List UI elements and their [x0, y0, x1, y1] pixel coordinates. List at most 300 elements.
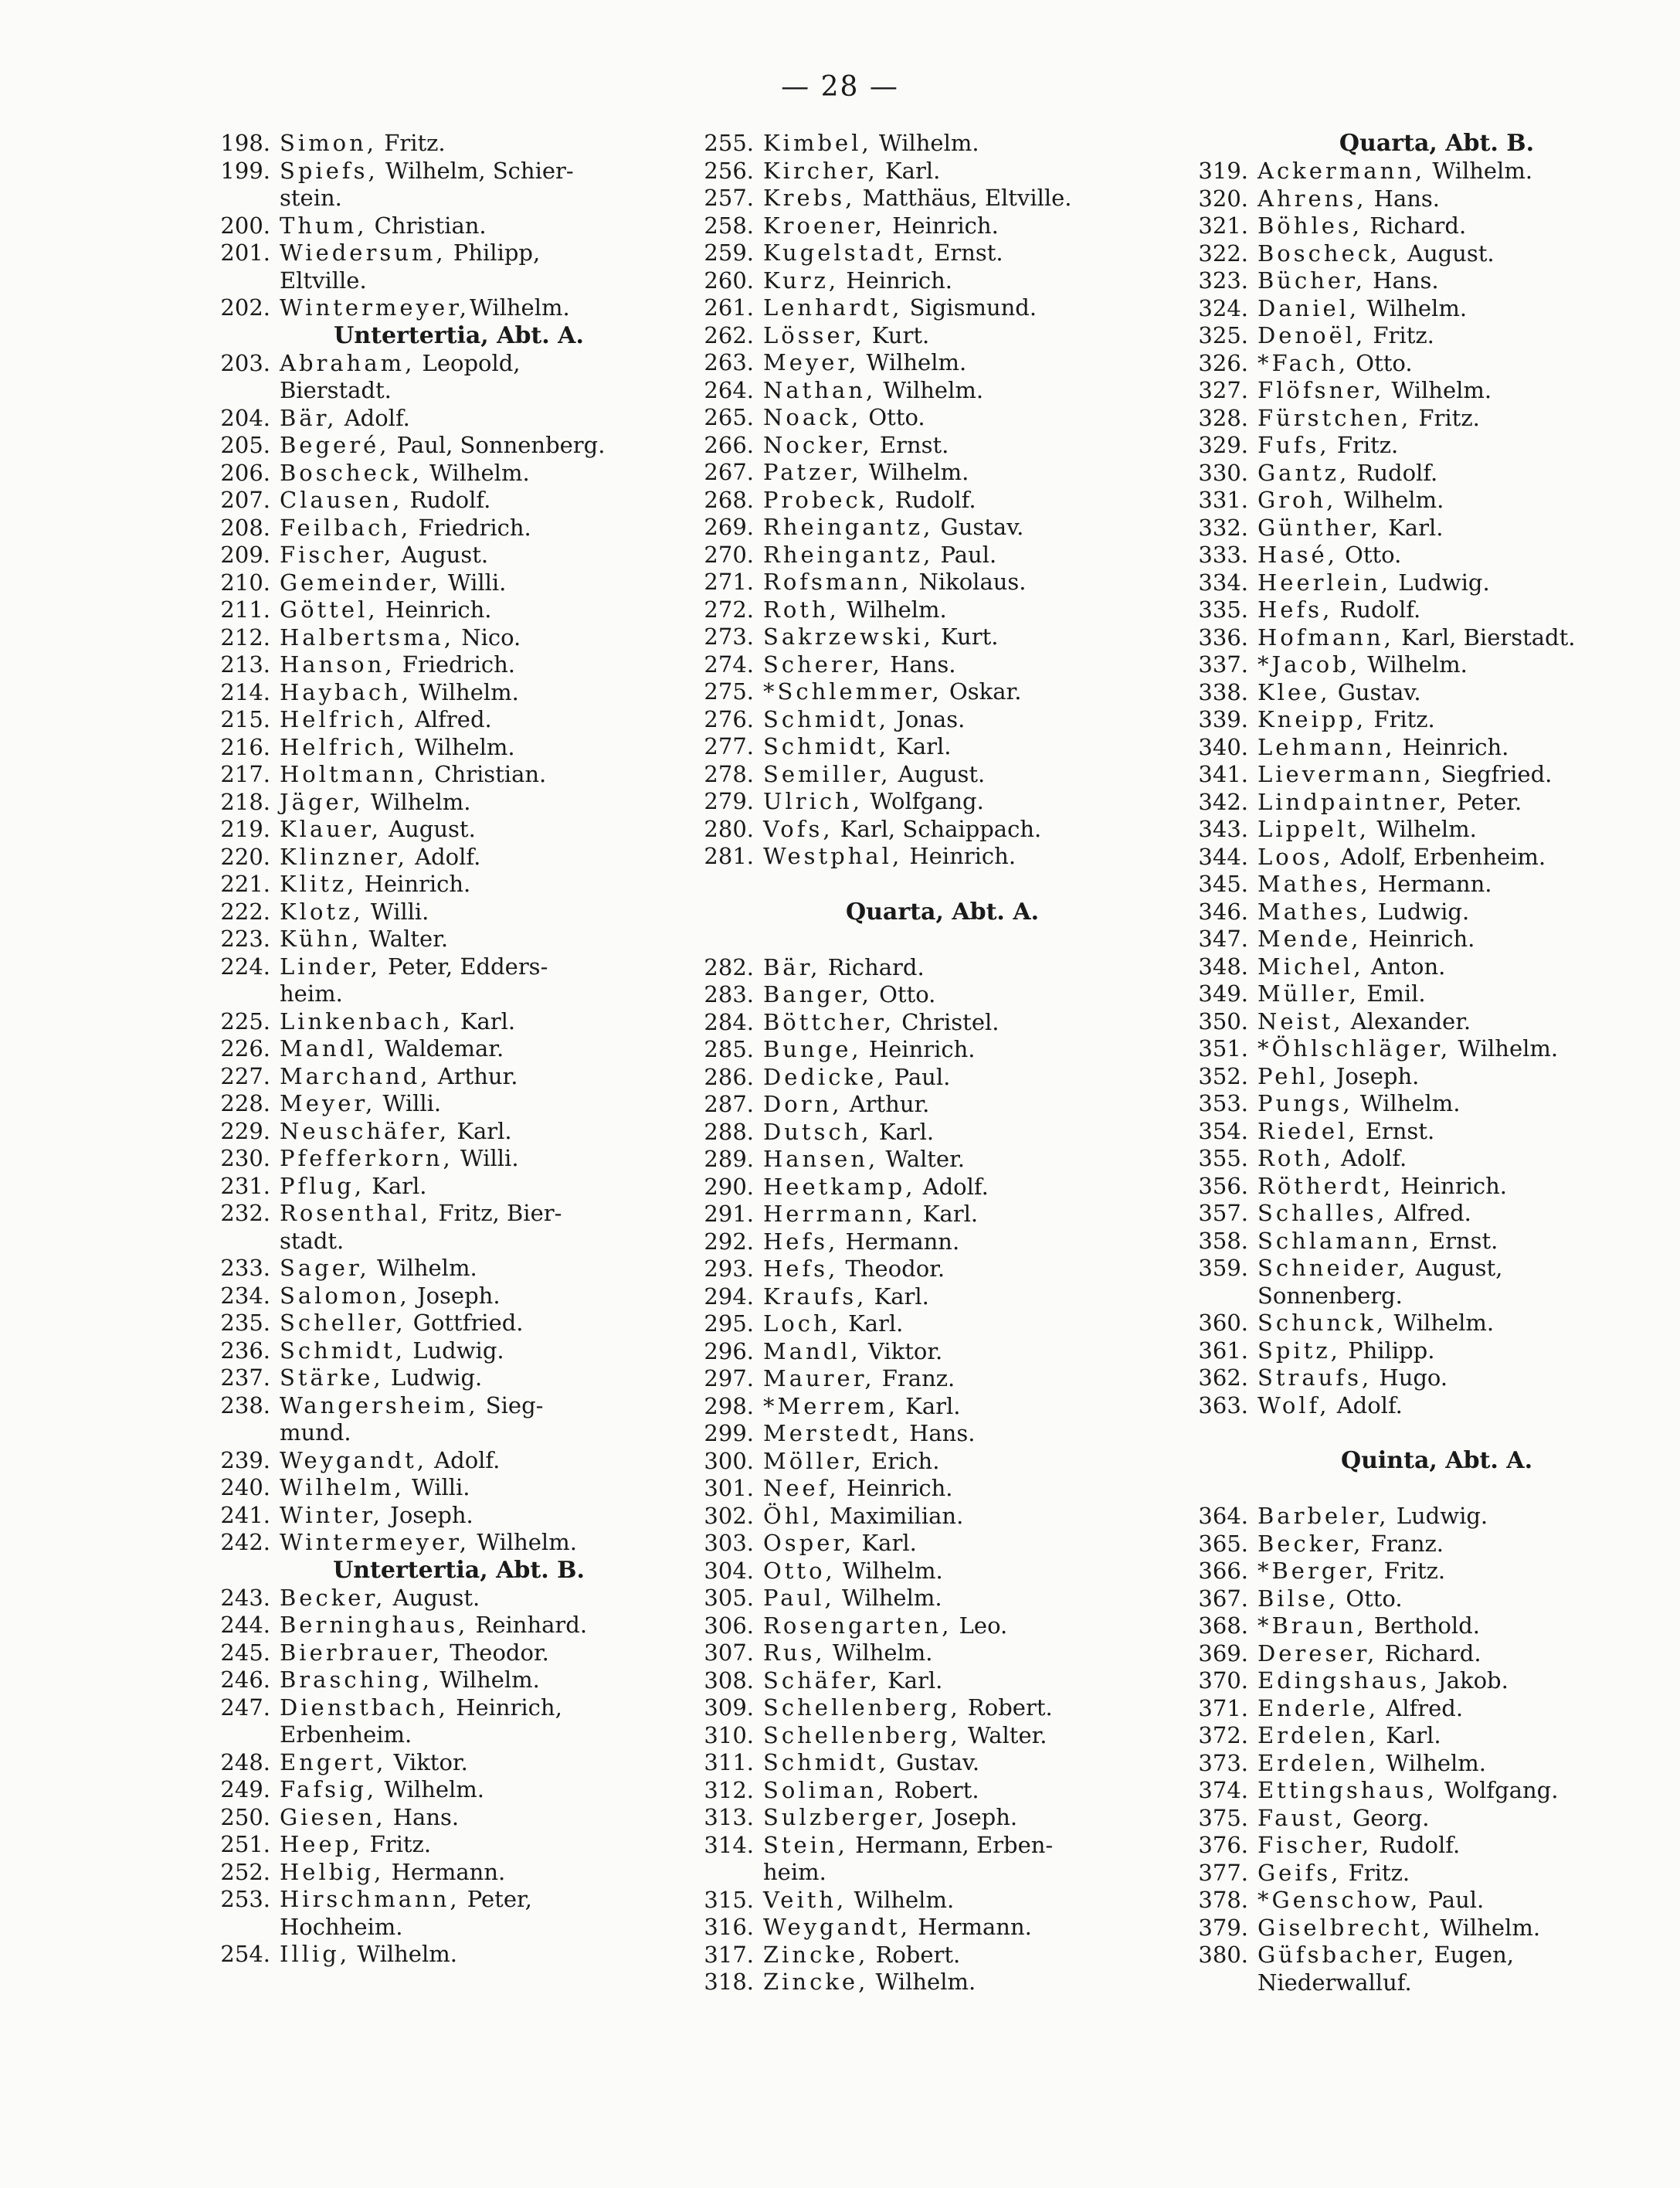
list-item: [212, 679, 706, 707]
list-item: [212, 515, 706, 542]
given-name: Friedrich.: [395, 651, 515, 678]
entry-number: 367.: [1198, 1585, 1248, 1612]
given-name: Wilhelm.: [839, 596, 947, 623]
entry-number: 335.: [1198, 596, 1248, 623]
given-name: Richard.: [1363, 212, 1467, 239]
entry-number: 215.: [220, 706, 270, 732]
entry-number: 342.: [1198, 788, 1248, 815]
given-name: Heinrich.: [839, 1475, 953, 1501]
surname: Becker,: [1257, 1530, 1364, 1557]
entry-text: [280, 926, 706, 953]
entry-number: 358.: [1198, 1227, 1248, 1254]
list-item: [212, 1831, 706, 1859]
entry-text: [763, 1091, 1190, 1119]
list-item: [695, 1503, 1190, 1531]
entry-number: 349.: [1198, 980, 1248, 1007]
entry-number: 277.: [704, 733, 754, 759]
entry-continuation: Sonnenberg.: [1257, 1282, 1403, 1309]
list-item: [1190, 432, 1680, 460]
given-name: Alfred.: [1379, 1694, 1464, 1721]
list-item: [695, 1942, 1190, 1969]
entry-text: [1257, 460, 1680, 488]
given-name: Alexander.: [1343, 1007, 1471, 1035]
surname: Wiedersum,: [280, 240, 446, 266]
entry-text: [763, 788, 1190, 816]
entry-text: [763, 404, 1190, 432]
entry-number: 248.: [220, 1748, 270, 1775]
entry-number: 359.: [1198, 1255, 1248, 1281]
entry-text: [1257, 1200, 1680, 1228]
entry-number: 331.: [1198, 487, 1248, 513]
given-name: Wilhelm.: [1386, 1310, 1495, 1336]
entry-number: 357.: [1198, 1200, 1248, 1226]
given-name: Willi.: [363, 898, 429, 925]
given-name: Heinrich.: [1393, 1172, 1507, 1199]
given-name: Wilhelm.: [470, 1529, 577, 1555]
given-name: Karl.: [453, 1007, 516, 1035]
surname: Rofsmann,: [763, 569, 912, 595]
surname: Fafsig,: [280, 1776, 378, 1802]
given-name: Wilhelm.: [834, 1585, 942, 1611]
section-heading: Quarta, Abt. B.: [1339, 130, 1535, 157]
list-item: [695, 130, 1190, 158]
given-name: Leopold,: [415, 349, 521, 376]
section-gap: [695, 871, 1190, 899]
entry-number: 280.: [704, 815, 754, 842]
given-name: Wilhelm.: [876, 376, 984, 403]
entry-text: [280, 158, 706, 185]
entry-number: 244.: [220, 1612, 270, 1638]
entry-number: 246.: [220, 1666, 270, 1693]
entry-number: 326.: [1198, 349, 1248, 376]
entry-text: [1257, 1942, 1680, 1969]
entry-text: [763, 1832, 1190, 1860]
entry-text: [763, 377, 1190, 405]
surname: Schmidt,: [763, 1749, 889, 1775]
list-item: [1190, 1612, 1680, 1640]
surname: Roth,: [1257, 1145, 1334, 1171]
surname: Schalles,: [1257, 1200, 1387, 1226]
entry-text: [1257, 158, 1680, 185]
list-item: [212, 542, 706, 569]
given-name: Wilhelm.: [363, 788, 471, 815]
surname: Kurz,: [763, 267, 840, 294]
surname: Illig,: [280, 1941, 351, 1967]
entry-text: [763, 1969, 1190, 1996]
list-item: [695, 954, 1190, 982]
entry-number: 310.: [704, 1721, 754, 1748]
list-item: [1190, 651, 1680, 679]
surname: Lievermann,: [1257, 761, 1434, 787]
list-item: [212, 1859, 706, 1887]
entry-text: [280, 569, 706, 597]
entry-text: [763, 1667, 1190, 1695]
given-name: Karl.: [840, 1310, 904, 1337]
entry-text: [280, 1255, 706, 1283]
list-item: [695, 1283, 1190, 1311]
entry-text: [280, 1200, 706, 1228]
surname: Clausen,: [280, 487, 403, 513]
list-item: [695, 1612, 1190, 1640]
entry-text: [1257, 1035, 1680, 1063]
list-item: [212, 953, 706, 981]
given-name: Rudolf.: [1349, 459, 1438, 486]
entry-number: 201.: [220, 240, 270, 266]
entry-number: 204.: [220, 404, 270, 431]
list-item: [695, 651, 1190, 679]
entry-text: [1257, 1832, 1680, 1860]
given-name: Rudolf.: [1332, 596, 1421, 623]
given-name: Heinrich.: [1395, 733, 1509, 760]
list-item: [1190, 1145, 1680, 1173]
surname: Bierbrauer,: [280, 1639, 443, 1666]
list-item: [695, 1174, 1190, 1201]
entry-text: [1257, 624, 1680, 652]
entry-text: [280, 1529, 706, 1557]
entry-continuation: stadt.: [280, 1227, 344, 1254]
surname: Zincke,: [763, 1969, 869, 1995]
surname: Sager,: [280, 1255, 370, 1281]
list-item: [695, 294, 1190, 322]
entry-number: 210.: [220, 569, 270, 596]
list-item: [212, 1474, 706, 1502]
surname: Vofs,: [763, 815, 833, 842]
entry-number: 345.: [1198, 871, 1248, 897]
entry-text: [763, 1722, 1190, 1750]
list-item: [695, 459, 1190, 487]
entry-text: [763, 130, 1190, 158]
list-item: [695, 158, 1190, 185]
given-name: Wilhelm.: [433, 1666, 540, 1693]
entry-text: [1257, 1640, 1680, 1668]
entry-text: [1257, 542, 1680, 569]
entry-text: [280, 432, 706, 460]
surname: Helbig,: [280, 1858, 385, 1885]
surname: Heetkamp,: [763, 1173, 916, 1200]
list-item: [1190, 1063, 1680, 1091]
entry-text: [280, 1831, 706, 1859]
column-1: [212, 130, 706, 1969]
surname: Wangersheim,: [280, 1391, 479, 1418]
surname: Rosengarten,: [763, 1612, 952, 1639]
list-item: [212, 1392, 706, 1420]
entry-number: 219.: [220, 816, 270, 842]
entry-text: [1257, 267, 1680, 295]
entry-text: [763, 240, 1190, 267]
list-item: [212, 1310, 706, 1337]
entry-number: 243.: [220, 1584, 270, 1611]
given-name: Karl.: [915, 1201, 979, 1227]
surname: Klitz,: [280, 871, 358, 897]
given-name: Gustav.: [1330, 678, 1421, 705]
entry-number: 265.: [704, 404, 754, 430]
entry-text: [763, 349, 1190, 377]
surname: Riedel,: [1257, 1117, 1359, 1144]
list-item: [1190, 1777, 1680, 1805]
list-item: [1190, 158, 1680, 185]
entry-number: 376.: [1198, 1832, 1248, 1858]
entry-number: 333.: [1198, 542, 1248, 568]
list-item: [695, 432, 1190, 460]
entry-number: 263.: [704, 349, 754, 375]
entry-text: [280, 1035, 706, 1063]
entry-number: 339.: [1198, 706, 1248, 732]
given-name: Arthur.: [430, 1062, 518, 1089]
list-item: [212, 432, 706, 460]
surname: *Fach,: [1257, 349, 1349, 376]
list-item: [212, 926, 706, 953]
list-item: [1190, 706, 1680, 734]
surname: Dorn,: [763, 1091, 843, 1117]
entry-text: [763, 1694, 1190, 1722]
entry-number: 268.: [704, 486, 754, 513]
entry-number: 208.: [220, 514, 270, 541]
list-item: [695, 1036, 1190, 1064]
list-item: [212, 1008, 706, 1036]
entry-number: 322.: [1198, 240, 1248, 267]
given-name: Arthur.: [842, 1091, 930, 1117]
entry-text: [280, 844, 706, 871]
given-name: Karl, Bierstadt.: [1393, 623, 1576, 651]
list-item: [695, 1119, 1190, 1147]
list-item: [695, 1914, 1190, 1942]
entry-number: 231.: [220, 1172, 270, 1199]
list-item: [212, 1364, 706, 1392]
entry-number: 254.: [220, 1941, 270, 1967]
given-name: Viktor.: [386, 1748, 468, 1775]
surname: Boscheck,: [280, 459, 423, 486]
entry-number: 200.: [220, 212, 270, 239]
given-name: Karl.: [854, 1530, 917, 1556]
list-item: [695, 788, 1190, 816]
entry-number: 355.: [1198, 1145, 1248, 1171]
section-gap: [695, 926, 1190, 954]
given-name: Hermann.: [910, 1914, 1032, 1940]
list-item: [1190, 1503, 1680, 1531]
entry-number: 256.: [704, 157, 754, 184]
entry-text: [763, 1009, 1190, 1037]
list-item: [695, 1365, 1190, 1393]
entry-text: [1257, 1392, 1680, 1420]
surname: Hanson,: [280, 651, 395, 678]
surname: Nathan,: [763, 376, 877, 403]
entry-number: 212.: [220, 623, 270, 651]
entry-text: [280, 624, 706, 652]
surname: Göttel,: [280, 596, 378, 623]
given-name: Joseph.: [1329, 1062, 1420, 1089]
given-name: Philipp.: [1340, 1337, 1435, 1364]
entry-text: [763, 1393, 1190, 1421]
list-item: [695, 623, 1190, 651]
entry-number: 343.: [1198, 816, 1248, 842]
surname: Bunge,: [763, 1036, 862, 1062]
surname: Rötherdt,: [1257, 1172, 1394, 1199]
surname: Loch,: [763, 1310, 841, 1337]
list-item: [212, 651, 706, 679]
entry-number: 294.: [704, 1283, 754, 1310]
given-name: Wilhelm.: [1336, 487, 1444, 513]
list-item: [1190, 1832, 1680, 1860]
list-item: [695, 678, 1190, 706]
given-name: Nikolaus.: [911, 569, 1027, 595]
list-item: [695, 1475, 1190, 1503]
surname: Fischer,: [280, 542, 395, 568]
entry-text: [763, 514, 1190, 542]
surname: Pfefferkorn,: [280, 1145, 453, 1171]
list-item: [1190, 1887, 1680, 1914]
entry-text: [280, 761, 706, 789]
entry-number: 220.: [220, 843, 270, 870]
list-item: [212, 1804, 706, 1832]
surname: Klauer,: [280, 816, 382, 842]
surname: Fürstchen,: [1257, 404, 1412, 431]
given-name: Adolf.: [915, 1173, 989, 1200]
entry-number: 371.: [1198, 1694, 1248, 1721]
surname: Salomon,: [280, 1282, 410, 1309]
list-item: [212, 706, 706, 734]
list-item: [212, 844, 706, 871]
given-name: Hans.: [901, 1420, 976, 1446]
entry-text: [763, 1255, 1190, 1283]
list-item: [212, 487, 706, 515]
list-item: [695, 816, 1190, 844]
section-gap: [1190, 1475, 1680, 1503]
entry-number: 287.: [704, 1091, 754, 1117]
given-name: Rudolf.: [888, 486, 976, 513]
list-item: [1190, 816, 1680, 844]
section-heading: Untertertia, Abt. B.: [333, 1556, 585, 1584]
entry-text: [280, 542, 706, 569]
entry-text: [280, 1804, 706, 1832]
entry-number: 313.: [704, 1804, 754, 1830]
given-name: Erich.: [864, 1447, 940, 1474]
entry-number: 353.: [1198, 1090, 1248, 1116]
surname: Pehl,: [1257, 1062, 1329, 1089]
surname: Wilhelm,: [280, 1474, 405, 1500]
entry-number: 344.: [1198, 843, 1248, 870]
surname: Zincke,: [763, 1941, 869, 1968]
entry-text: [280, 1886, 706, 1914]
given-name: Otto.: [861, 404, 925, 430]
surname: Mandl,: [280, 1035, 378, 1062]
surname: Herrmann,: [763, 1201, 916, 1227]
list-item: [695, 1969, 1190, 1996]
entry-text: [280, 734, 706, 762]
given-name: Fritz.: [1376, 1558, 1446, 1584]
given-name: Joseph.: [382, 1501, 473, 1528]
list-item: [695, 569, 1190, 596]
list-item: [1190, 377, 1680, 405]
surname: Stein,: [763, 1831, 848, 1858]
surname: Krebs,: [763, 185, 856, 211]
entry-text: [763, 816, 1190, 844]
given-name: Karl.: [1380, 514, 1444, 541]
given-name: Adolf.: [337, 404, 410, 431]
entry-text: [1257, 240, 1680, 268]
surname: Müller,: [1257, 980, 1359, 1007]
given-name: Philipp,: [446, 240, 541, 266]
list-item: [695, 1201, 1190, 1228]
surname: Michel,: [1257, 953, 1364, 980]
entry-number: 198.: [220, 130, 270, 156]
given-name: Ludwig.: [383, 1364, 483, 1391]
entry-continuation: mund.: [280, 1419, 351, 1446]
given-name: Hans.: [1365, 267, 1439, 294]
list-item: [1190, 980, 1680, 1008]
entry-number: 351.: [1198, 1035, 1248, 1062]
entry-text: [1257, 1914, 1680, 1942]
list-item: [1190, 1531, 1680, 1558]
entry-text: [1257, 515, 1680, 542]
given-name: Richard.: [820, 953, 925, 980]
entry-text: [763, 706, 1190, 734]
surname: Mandl,: [763, 1337, 861, 1364]
list-item: [695, 1255, 1190, 1283]
entry-number: 300.: [704, 1447, 754, 1474]
given-name: Hans.: [882, 651, 956, 678]
entry-number: 318.: [704, 1969, 754, 1995]
entry-text: [1257, 1364, 1680, 1392]
entry-number: 260.: [704, 267, 754, 294]
entry-number: 354.: [1198, 1117, 1248, 1144]
entry-text: [280, 1502, 706, 1530]
entry-number: 216.: [220, 733, 270, 760]
surname: Kraufs,: [763, 1283, 867, 1310]
list-item: [1190, 295, 1680, 323]
entry-number: 249.: [220, 1776, 270, 1802]
surname: Rus,: [763, 1639, 826, 1666]
entry-text: [280, 899, 706, 926]
given-name: Peter,: [460, 1886, 532, 1912]
given-name: Theodor.: [838, 1255, 945, 1282]
entry-text: [763, 1420, 1190, 1448]
given-name: Wilhelm.: [861, 459, 969, 485]
list-item: [1190, 679, 1680, 707]
entry-number: 225.: [220, 1007, 270, 1035]
surname: Soliman,: [763, 1776, 888, 1803]
entry-number: 341.: [1198, 761, 1248, 787]
entry-number: 364.: [1198, 1503, 1248, 1529]
entry-number: 257.: [704, 185, 754, 211]
given-name: Robert.: [960, 1694, 1053, 1721]
entry-text: [1257, 487, 1680, 515]
list-item: [695, 1749, 1190, 1777]
given-name: Wilhelm.: [1451, 1035, 1559, 1062]
surname: Helfrich,: [280, 706, 408, 732]
list-item: [212, 1666, 706, 1694]
surname: Klee,: [1257, 678, 1331, 705]
entry-number: 259.: [704, 240, 754, 266]
surname: Dereser,: [1257, 1639, 1378, 1666]
entry-text: [280, 651, 706, 679]
list-item: [695, 1420, 1190, 1448]
entry-number: 297.: [704, 1365, 754, 1391]
surname: Schmidt,: [763, 705, 889, 732]
entry-number: 377.: [1198, 1859, 1248, 1886]
list-item: [1190, 926, 1680, 953]
given-name: Adolf.: [407, 843, 481, 870]
entry-text: [1257, 1173, 1680, 1201]
surname: *Braun,: [1257, 1612, 1367, 1639]
entry-number: 240.: [220, 1474, 270, 1500]
entry-text: [763, 1503, 1190, 1531]
entry-number: 251.: [220, 1831, 270, 1857]
entry-text: [1257, 789, 1680, 817]
surname: Wintermeyer,: [280, 1529, 470, 1555]
list-item: [695, 1228, 1190, 1256]
surname: Hofmann,: [1257, 623, 1394, 651]
given-name: Nico.: [454, 623, 521, 651]
